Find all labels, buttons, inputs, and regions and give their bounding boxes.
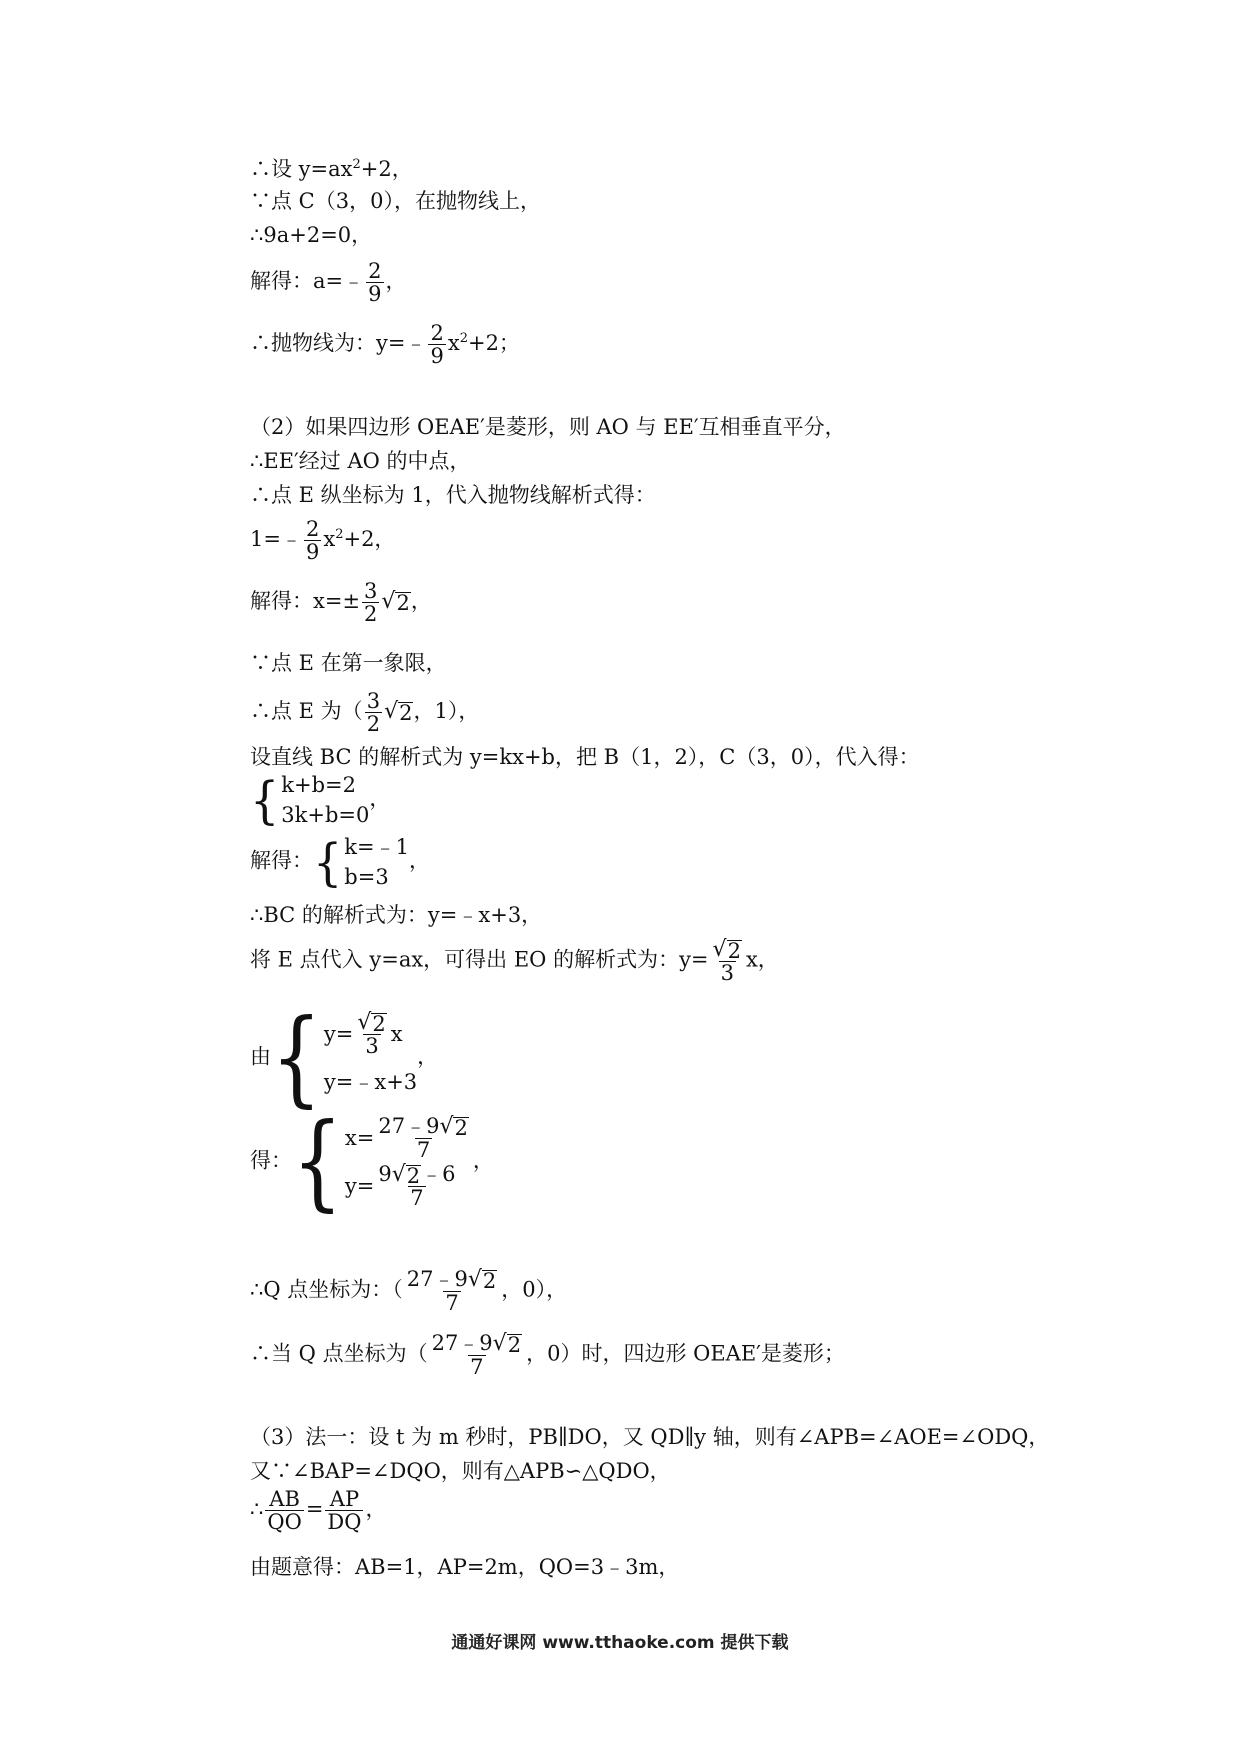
text: ， xyxy=(408,848,430,873)
text: x xyxy=(390,1022,403,1046)
numerator xyxy=(405,1268,500,1291)
square-root xyxy=(713,939,742,961)
line-part2-intro: （2）如果四边形 OEAE′是菱形，则 AO 与 EE′互相垂直平分， xyxy=(250,415,846,439)
brace-icon: { xyxy=(250,770,280,830)
radicand: 2 xyxy=(727,939,741,963)
fraction xyxy=(365,690,382,735)
radicand: 2 xyxy=(406,1164,421,1188)
numerator: 2 xyxy=(430,321,444,345)
row xyxy=(345,1162,473,1210)
line-part3-intro: （3）法一：设 t 为 m 秒时，PB∥DO，又 QD∥y 轴，则有∠APB=∠AOE=∠ODQ， xyxy=(250,1425,1050,1449)
denominator: 2 xyxy=(366,712,381,736)
text: 解得：x=± xyxy=(250,589,361,613)
denominator: 9 xyxy=(305,540,320,564)
fraction xyxy=(304,518,321,563)
numerator: 3 xyxy=(366,689,381,713)
line-eo xyxy=(250,938,779,984)
row xyxy=(345,1114,473,1162)
radicand: 2 xyxy=(396,591,410,615)
exponent: 2 xyxy=(335,527,344,542)
denominator: QO xyxy=(267,1510,302,1534)
denominator: DQ xyxy=(327,1510,362,1534)
numerator: 2 xyxy=(305,517,320,541)
system xyxy=(292,1100,473,1222)
radicand: 2 xyxy=(372,1012,386,1036)
radicand: 2 xyxy=(482,1269,497,1293)
text: x xyxy=(323,527,336,551)
fraction xyxy=(355,1011,388,1057)
denominator: 7 xyxy=(470,1355,484,1379)
system-solution-1 xyxy=(250,832,430,892)
brace-icon: { xyxy=(292,1100,343,1222)
row: y=﹣x+3 xyxy=(323,1070,418,1094)
row xyxy=(324,1010,417,1058)
text: ， xyxy=(385,269,407,293)
numerator xyxy=(355,1011,388,1034)
line-ratio xyxy=(250,1488,386,1533)
fraction xyxy=(265,1488,303,1533)
text: ， xyxy=(417,1044,439,1069)
text: 得： xyxy=(250,1148,292,1173)
line-solve-a xyxy=(250,260,407,305)
text: x= xyxy=(344,1126,375,1150)
line-quadrant: ∵点 E 在第一象限， xyxy=(250,651,447,675)
radicand: 2 xyxy=(399,701,413,725)
radical-sign-icon: √ xyxy=(357,1010,372,1035)
fraction xyxy=(325,1488,363,1533)
line-parabola xyxy=(250,322,520,367)
text: 9 xyxy=(378,1162,392,1186)
brace-icon: { xyxy=(313,832,343,892)
system xyxy=(250,770,369,830)
system-solution-2 xyxy=(250,1100,494,1222)
square-root xyxy=(384,701,413,723)
line-point-e xyxy=(250,690,479,735)
square-root xyxy=(439,1116,468,1138)
radical-sign-icon: √ xyxy=(439,1114,454,1139)
text: y= xyxy=(344,1174,375,1198)
text: 解得： xyxy=(250,848,313,873)
line-midpoint: ∴EE′经过 AO 的中点， xyxy=(250,449,471,473)
row: b=3 xyxy=(344,865,389,889)
text: y= xyxy=(323,1022,354,1046)
text: 27﹣9 xyxy=(406,1267,468,1291)
numerator xyxy=(711,938,744,961)
denominator: 2 xyxy=(364,602,378,626)
text: ∴设 y=ax xyxy=(250,157,353,181)
text: ， xyxy=(410,589,432,613)
denominator: 3 xyxy=(720,961,734,985)
numerator: AP xyxy=(329,1487,360,1511)
radical-sign-icon: √ xyxy=(467,1267,482,1292)
text: 27﹣9 xyxy=(378,1114,440,1138)
denominator: 7 xyxy=(445,1291,459,1315)
square-root xyxy=(381,591,410,613)
system-rows xyxy=(345,1114,473,1210)
system xyxy=(313,832,409,892)
numerator: AB xyxy=(269,1487,300,1511)
square-root xyxy=(392,1164,421,1186)
text: 将 E 点代入 y=ax，可得出 EO 的解析式为：y= xyxy=(250,947,709,972)
text: ∴Q 点坐标为：（ xyxy=(250,1277,403,1302)
numerator xyxy=(376,1163,457,1186)
line-similar: 又∵∠BAP=∠DQO，则有△APB∽△QDO， xyxy=(250,1459,671,1483)
text: 27﹣9 xyxy=(431,1331,493,1355)
radical-sign-icon: √ xyxy=(712,937,727,962)
text: ， xyxy=(472,1148,494,1173)
text: 1=﹣ xyxy=(250,527,302,551)
system-rows xyxy=(324,1010,417,1106)
numerator xyxy=(430,1332,525,1355)
text: +2， xyxy=(343,527,396,551)
text: ， xyxy=(365,1497,387,1521)
fraction xyxy=(362,580,379,625)
line-point-c: ∵点 C（3，0），在抛物线上， xyxy=(250,189,541,213)
radical-sign-icon: √ xyxy=(381,589,396,614)
line-q-coordinate xyxy=(250,1268,567,1314)
system xyxy=(271,996,418,1118)
denominator: 7 xyxy=(416,1138,431,1162)
text: 由 xyxy=(250,1044,271,1069)
text: = xyxy=(305,1497,324,1521)
line-bc-setup: 设直线 BC 的解析式为 y=kx+b，把 B（1，2），C（3，0），代入得： xyxy=(250,745,920,769)
fraction xyxy=(376,1115,471,1161)
radical-sign-icon: √ xyxy=(391,1162,406,1187)
line-given: 由题意得：AB=1，AP=2m，QO=3﹣3m， xyxy=(250,1555,680,1579)
row: 3k+b=0 xyxy=(281,803,370,827)
radicand: 2 xyxy=(454,1116,468,1140)
radicand: 2 xyxy=(507,1333,522,1357)
line-solve-x xyxy=(250,580,432,625)
text: +2； xyxy=(467,331,520,355)
numerator xyxy=(376,1115,471,1138)
text: ，1）， xyxy=(413,699,480,723)
fraction xyxy=(430,1332,525,1378)
system-equations-1 xyxy=(250,770,390,830)
fraction xyxy=(405,1268,500,1314)
fraction xyxy=(366,260,383,305)
text: ，0）时，四边形 OEAE′是菱形； xyxy=(526,1341,845,1366)
row: k=﹣1 xyxy=(344,835,409,859)
numerator: 3 xyxy=(364,579,378,603)
line-q-conclusion xyxy=(250,1332,845,1378)
line-ordinate: ∴点 E 纵坐标为 1，代入抛物线解析式得： xyxy=(250,483,656,507)
radical-sign-icon: √ xyxy=(384,699,399,724)
row: k+b=2 xyxy=(281,773,357,797)
fraction xyxy=(711,938,744,984)
text: ∴点 E 为（ xyxy=(250,699,363,723)
text: ∴ xyxy=(250,1497,264,1521)
text: +2， xyxy=(360,157,413,181)
radical-sign-icon: √ xyxy=(492,1331,507,1356)
denominator: 7 xyxy=(410,1186,424,1210)
line-substitute xyxy=(250,518,395,563)
exponent: 2 xyxy=(459,331,468,346)
denominator: 3 xyxy=(365,1034,379,1058)
fraction xyxy=(428,322,445,367)
text: ﹣6 xyxy=(421,1162,456,1186)
denominator: 9 xyxy=(430,344,444,368)
square-root xyxy=(357,1012,386,1034)
brace-icon: { xyxy=(271,996,322,1118)
page-footer: 通通好课网 www.tthaoke.com 提供下载 xyxy=(451,1633,789,1653)
line-bc-result: ∴BC 的解析式为：y=﹣x+3， xyxy=(250,903,543,927)
text: ， xyxy=(369,786,391,811)
line-set-parabola xyxy=(250,152,413,182)
system-rows xyxy=(344,832,409,892)
text: x， xyxy=(745,947,779,972)
square-root xyxy=(468,1269,497,1291)
text: 解得：a=﹣ xyxy=(250,269,365,293)
numerator: 2 xyxy=(368,259,382,283)
system-equations-2 xyxy=(250,996,439,1118)
text: ∴抛物线为：y=﹣ xyxy=(250,331,427,355)
square-root xyxy=(493,1333,522,1355)
text: ∴当 Q 点坐标为（ xyxy=(250,1341,428,1366)
text: x xyxy=(447,331,460,355)
exponent: 2 xyxy=(352,157,361,172)
line-equation: ∴9a+2=0， xyxy=(250,223,373,247)
fraction xyxy=(376,1163,457,1209)
text: ，0）， xyxy=(501,1277,568,1302)
system-rows xyxy=(281,770,369,830)
denominator: 9 xyxy=(368,282,382,306)
